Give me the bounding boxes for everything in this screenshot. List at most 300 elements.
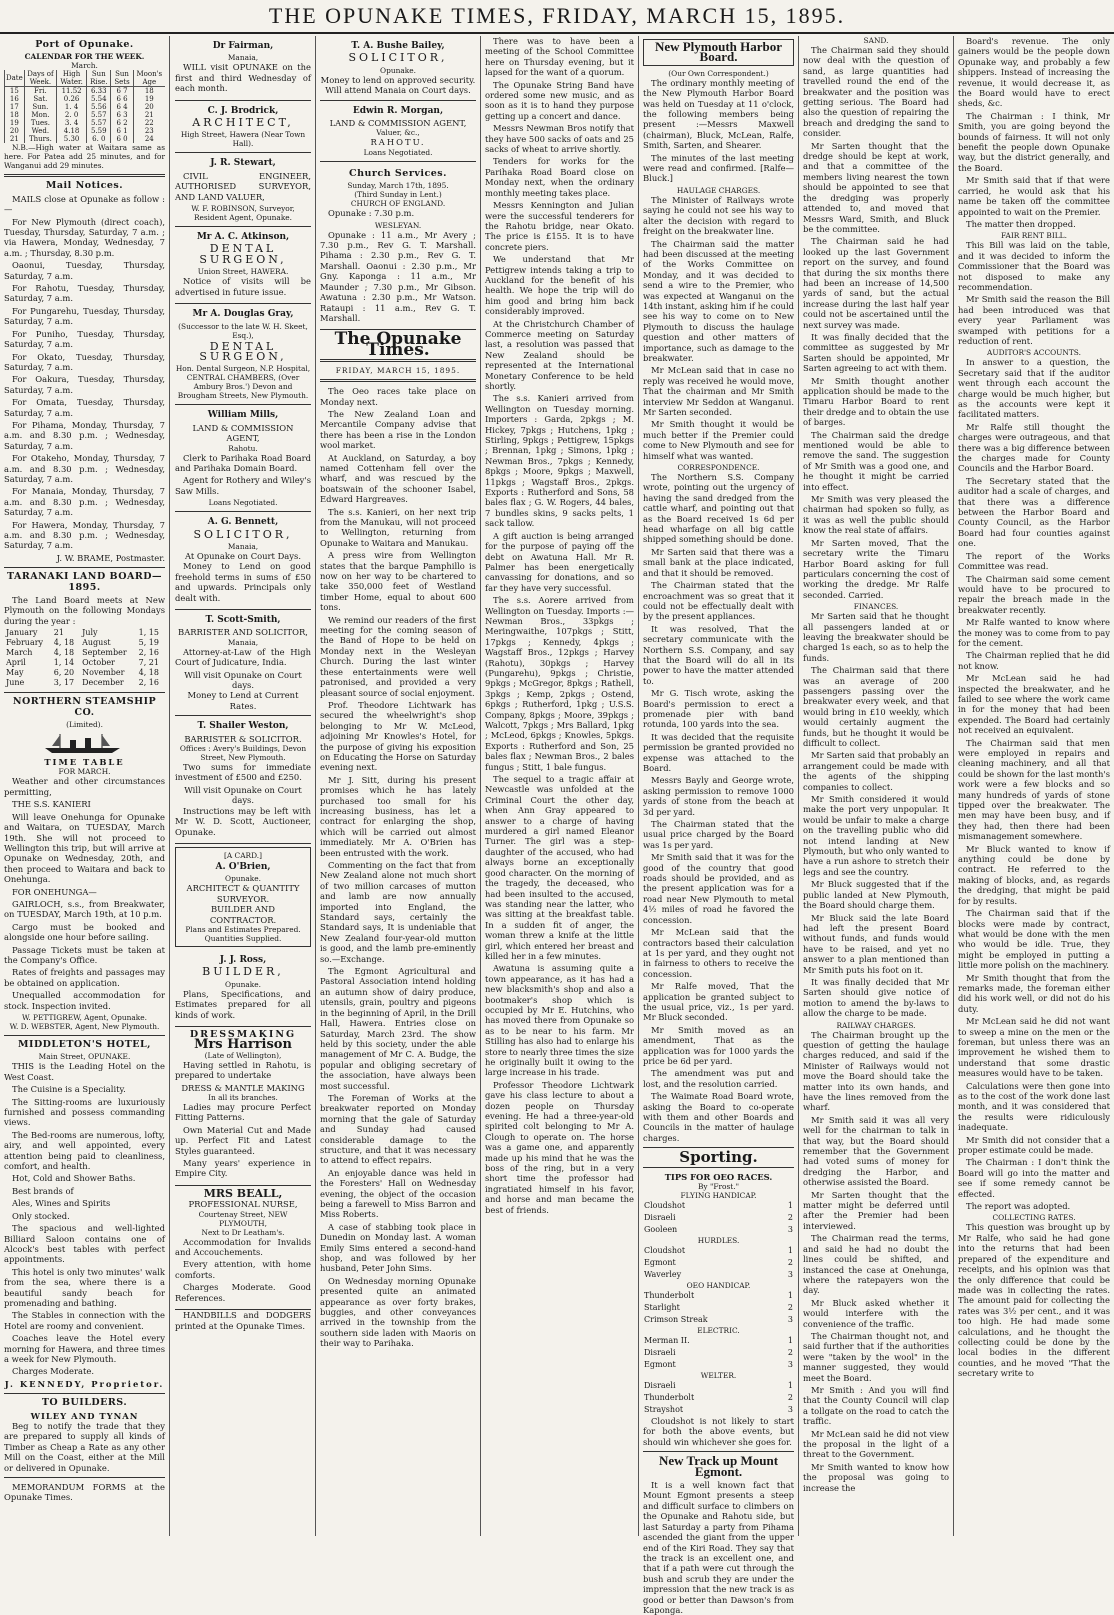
tips-cell: 2 xyxy=(787,1213,793,1223)
local-news xyxy=(320,386,476,1349)
ad-weston: T. Shailer Weston, BARRISTER & SOLICITOR. Offices : Avery's Buildings, Devon Street, New Plymouth. Two sums for immediate investment of £500 and £250. Will visit Opunake on Court days. Instructions may be left with Mr W. D. Scott, Auctioneer, Opunake. xyxy=(175,716,311,844)
tide-row xyxy=(5,95,166,103)
land-cell: 1, 15 xyxy=(138,628,159,638)
tips-section-name: ELECTRIC. xyxy=(697,1326,740,1336)
subheading: COLLECTING RATES. xyxy=(992,1213,1076,1223)
paper-title: The Opunake Times. xyxy=(334,329,462,360)
tide-cell: 6 3 xyxy=(111,111,133,119)
tide-cell: 24 xyxy=(133,135,165,143)
steamship-line: Passage Tickets must be taken at the Company's Office. xyxy=(4,944,165,965)
tide-cell: 18 xyxy=(5,111,25,119)
steamship-line: FOR ONEHUNGA— xyxy=(12,886,97,897)
land-row xyxy=(4,668,165,678)
report-paragraph: Mr Smith was very pleased the chairman had spoken so fully, as it was as well the public should know the real state of affairs. xyxy=(803,494,949,536)
tide-cell: 23 xyxy=(133,127,165,135)
news-paragraph: The New Zealand Loan and Mercantile Company advise that there has been a rise in the London wool market. xyxy=(320,408,476,451)
land-row xyxy=(4,628,165,638)
ad-ross: J. J. Ross, BUILDER, Opunake. Plans, Specifications, and Estimates prepared for all kinds of work. xyxy=(175,950,311,1027)
report-paragraph: Mr Smith thought another application should be made to the Timaru Harbor Board to rent their dredge and to obtain the use of barges. xyxy=(803,375,949,428)
tips-row xyxy=(643,1314,794,1326)
land-cell: May xyxy=(6,668,24,678)
report-paragraph: The report was adopted. xyxy=(966,1201,1071,1212)
tide-row xyxy=(5,127,166,135)
land-cell: 7, 21 xyxy=(138,658,159,668)
tide-cell: 17 xyxy=(5,103,25,111)
hotel-line: Charges Moderate. xyxy=(12,1366,94,1377)
tide-cell: 6. 0 xyxy=(87,135,111,143)
ad-harrison: DRESSMAKING Mrs Harrison (Late of Wellington), Having settled in Rahotu, is prepared to undertake DRESS & MANTLE MAKING In all its branches. Ladies may procure Perfect Fitting Patterns. Own Material Cut and Made up. Perfect Fit and Latest Styles guaranteed. Many years' experience in Empire City. xyxy=(175,1027,311,1186)
steamship-line: Rates of freights and passages may be obtained on application. xyxy=(4,967,165,988)
tide-row xyxy=(5,111,166,119)
tide-cell: 21 xyxy=(133,111,165,119)
hotel-line: The Cuisine is a Speciality. xyxy=(12,1084,126,1095)
tips-row xyxy=(643,1245,794,1257)
report-paragraph: The Chairman : I think, Mr Smith, you are going beyond the bounds of fairness. It will not only benefit the people down Opunake way, but the district generally, and the Board. xyxy=(958,110,1110,173)
news-paragraph: On Wednesday morning Opunake presented quite an animated appearance as over forty brakes, buggies, and other conveyances arrived in the township from the southern side laden with Maoris on their way to Parihaka. xyxy=(320,1275,476,1349)
mail-item: For Puniho, Tuesday, Thursday, Saturday, 7 a.m. xyxy=(4,328,165,350)
tide-cell: 21 xyxy=(5,135,25,143)
news-paragraph: A press wire from Wellington states that the barque Pamphillo is now on her way to be chartered to take 350,000 feet of Westland timber Home, equal to about 600 tons. xyxy=(320,550,476,613)
tide-header: Sun Rise. xyxy=(87,70,111,87)
news-paragraph: The Foreman of Works at the breakwater reported on Monday morning that the gale of Saturday and Sunday had caused considerable damage to the structure, and that it was necessary to attend to effect repairs. xyxy=(320,1092,476,1166)
land-cell: September xyxy=(82,648,127,658)
tips-table xyxy=(643,1200,794,1236)
land-cell: 21 xyxy=(53,628,64,638)
steamship-line: Cargo must be booked and alongside one hour before sailing. xyxy=(4,921,165,943)
tips-cell: Cloudshot xyxy=(644,1246,686,1256)
tips-row xyxy=(643,1347,794,1359)
steamship-title: NORTHERN STEAMSHIP CO. xyxy=(12,696,157,718)
postmaster: J. W. BRAME, Postmaster. xyxy=(56,552,165,563)
tips-row xyxy=(643,1290,794,1302)
tide-cell: Tues. xyxy=(24,119,56,127)
hotel-line: Only stocked. xyxy=(12,1210,70,1221)
tips-section-name: FLYING HANDICAP. xyxy=(680,1191,757,1201)
report-paragraph: The Chairman said some cement would have to be procured to repair the breach made in the breakwater recently. xyxy=(958,573,1110,615)
tide-cell: 22 xyxy=(133,119,165,127)
mail-list xyxy=(4,217,165,551)
tips-cell: 3 xyxy=(787,1405,793,1415)
tips-row xyxy=(643,1392,794,1404)
hotel-line: Coaches leave the Hotel every morning for Hawera, and three times a week for New Plymouth. xyxy=(4,1333,165,1364)
tips-cell: 2 xyxy=(787,1258,793,1268)
tide-cell: 6 0 xyxy=(111,135,133,143)
paper-date: FRIDAY, MARCH 15, 1895. xyxy=(335,366,461,376)
handbills: HANDBILLS and DODGERS printed at the Opunake Times. xyxy=(175,1310,311,1331)
calendar-month: March. xyxy=(71,61,98,71)
steamship-text xyxy=(4,776,165,1011)
tide-cell: 2. 0 xyxy=(57,111,87,119)
mail-item: For Pungarehu, Tuesday, Thursday, Saturday, 7 a.m. xyxy=(4,305,165,327)
report-paragraph: The Chairman : I don't think the Board will go into the matter and see if some remedy cannot be effected. xyxy=(958,1157,1110,1199)
report-paragraph: The report of the Works Committee was read. xyxy=(958,550,1110,572)
tips-row xyxy=(643,1224,794,1236)
masthead: THE OPUNAKE TIMES, FRIDAY, MARCH 15, 1895. xyxy=(0,0,1114,34)
tide-cell: 16 xyxy=(5,95,25,103)
news-paragraph: Commenting on the fact that from New Zealand alone not much short of two million carcases of mutton and lamb are now annually imported into England, the Standard says, certainly the Standard says, It is undeniable that New Zealand four-year-old mutton is good, and the lamb pre-eminently so.—Exchange. xyxy=(320,860,476,964)
report-paragraph: Mr Bluck wanted to know if anything could be done by contract. He referred to the making of blocks, and, as regards the dredging, that might be paid for by results. xyxy=(958,843,1110,906)
harbor-board-title: New Plymouth Harbor Board. xyxy=(643,39,794,66)
report-paragraph: Mr Smith said that if that were carried, he would ask that his name be taken off the committee appointed to wait on the Premier. xyxy=(958,175,1110,217)
report-paragraph: The minutes of the last meeting were read and confirmed. [Ralfe—Bluck.] xyxy=(643,152,794,184)
news-paragraph: A gift auction is being arranged for the purpose of paying off the debt on Awatuna Hall. Mr R. Palmer has been energetically canvassing for donations, and so far they have very successful. xyxy=(485,530,634,593)
report-paragraph: The Minister of Railways wrote saying he could not see his way to alter the decision with regard to freight on the breakwater line. xyxy=(643,194,794,237)
news-paragraph: Awatuna is assuming quite a town appearance, as it has had a new blacksmith's shop and also a bootmaker's shop which is occupied by Mr E. Hutchins, who has moved there from Opunake so as to be near to his farm. Mr Stilling has also had to enlarge his store to nearly three times the size he originally built it owing to the large increase in his trade. xyxy=(485,963,634,1078)
tips-cell: 3 xyxy=(787,1360,793,1370)
column-6 xyxy=(799,36,954,1536)
ad-gray: Mr A. Douglas Gray, (Successor to the late W. H. Skeet, Esq.), DENTAL SURGEON, Hon. Dental Surgeon, N.P. Hospital, CENTRAL CHAMBERS, (Over Ambury Bros.') Devon and Brougham Streets, New Plymouth. xyxy=(175,304,311,405)
tide-cell: Sat. xyxy=(24,95,56,103)
tide-cell: Mon. xyxy=(24,111,56,119)
tips-cell: 3 xyxy=(787,1270,793,1280)
tide-cell: 6 7 xyxy=(111,87,133,96)
race-tips xyxy=(643,1191,794,1416)
report-paragraph: The amendment was put and lost, and the resolution carried. xyxy=(643,1068,794,1089)
mail-title: Mail Notices. xyxy=(45,180,124,192)
tide-row xyxy=(5,119,166,127)
report-paragraph: Mr McLean said he had inspected the breakwater, and he failed to see where the work came in for the money that had been expended. The Board had certainly not received an equivalent. xyxy=(958,673,1110,736)
tips-row xyxy=(643,1335,794,1347)
mail-item: For Hawera, Monday, Thursday, 7 a.m. and 8.30 p.m. ; Wednesday, Saturday, 7 a.m. xyxy=(4,519,165,551)
news-paragraph: There was to have been a meeting of the School Committee here on Thursday evening, but it lapsed for the want of a quorum. xyxy=(485,36,634,78)
tips-cell: Starlight xyxy=(644,1303,680,1313)
hotel-line: The Sitting-rooms are luxuriously furnished and possess commanding views. xyxy=(4,1096,165,1128)
steamship-icon xyxy=(40,732,130,754)
tips-row xyxy=(643,1302,794,1314)
tips-cell: 1 xyxy=(787,1291,793,1301)
land-row xyxy=(4,638,165,648)
report-paragraph: Mr Smith thought it would be much better if the Premier could come to New Plymouth and see for himself what was wanted. xyxy=(643,419,794,461)
report-paragraph: The Chairman read the terms, and said he had no doubt the lines could be shifted, and instanced the case at Onehunga, where the ratepayers won the day. xyxy=(803,1233,949,1296)
report-paragraph: Mr Smith : And you will find that the County Council will clap a tollgate on the road to catch the traffic. xyxy=(803,1384,949,1427)
tide-header: High Water. xyxy=(57,70,87,87)
tips-cell: Merman II. xyxy=(644,1336,690,1346)
mail-item: For Manaia, Monday, Thursday, 7 a.m. and 8.30 p.m. ; Wednesday, Saturday, 7 a.m. xyxy=(4,486,165,518)
ad-fairman: Dr Fairman, Manaia, WILL visit OPUNAKE on the first and third Wednesday of each month. xyxy=(175,36,311,101)
tide-row xyxy=(5,87,166,96)
tips-cell: Gooleen xyxy=(644,1225,678,1235)
tide-cell: 5.54 xyxy=(87,95,111,103)
tide-header: Sun Sets xyxy=(111,70,133,87)
tide-cell: 11.52 xyxy=(57,87,87,96)
tide-table xyxy=(4,70,165,143)
tips-cell: 3 xyxy=(787,1225,793,1235)
land-row xyxy=(4,648,165,658)
tips-row xyxy=(643,1269,794,1281)
tide-cell: 20 xyxy=(133,103,165,111)
ad-morgan: Edwin R. Morgan, LAND & COMMISSION AGENT, Valuer, &c., RAHOTU. Loans Negotiated. xyxy=(320,101,476,162)
tips-row xyxy=(643,1200,794,1212)
ad-atkinson: Mr A. C. Atkinson, DENTAL SURGEON, Union Street, HAWERA. Notice of visits will be advertised in future issue. xyxy=(175,227,311,304)
builders-name: WILEY AND TYNAN xyxy=(30,1410,139,1421)
tide-cell: 6 1 xyxy=(111,127,133,135)
column-2 xyxy=(171,36,316,1536)
tide-cell: 19 xyxy=(133,95,165,103)
tips-cell: 1 xyxy=(787,1336,793,1346)
tide-cell: 5.57 xyxy=(87,119,111,127)
subheading: SAND. xyxy=(863,36,889,45)
mail-intro: MAILS close at Opunake as follow :— xyxy=(4,193,165,215)
land-cell: March xyxy=(6,648,33,658)
news-paragraph: A case of stabbing took place in Dunedin on Monday last. A woman Emily Sims entered a second-hand shop, and was followed by her husband, Peter John Sims. xyxy=(320,1221,476,1274)
land-cell: 5, 19 xyxy=(138,638,159,648)
mail-item: For Rahotu, Tuesday, Thursday, Saturday, 7 a.m. xyxy=(4,283,165,304)
report-paragraph: The Chairman replied that he did not know. xyxy=(958,650,1110,671)
hotel-title: MIDDLETON'S HOTEL, xyxy=(17,1039,151,1050)
report-paragraph: The ordinary monthly meeting of the New Plymouth Harbor Board was held on Tuesday at 11 o'clock, the following members being present :—Messrs Maxwell (chairman), Bluck, McLean, Ralfe, Smith, Sarten, and Shearer. xyxy=(643,77,794,151)
steamship-timetable: TIME TABLE xyxy=(44,757,125,768)
report-paragraph: Mr Smith said it was all very well for the chairman to talk in that way, but the Board should remember that the Government had voted sums of money for dredging the Harbor, and otherwise assisted the Board. xyxy=(803,1114,949,1188)
tips-cell: 1 xyxy=(787,1381,793,1391)
hotel-line: The spacious and well-lighted Billiard Saloon contains one of Alcock's best tables with perfect appointments. xyxy=(4,1223,165,1265)
report-paragraph: Mr Sarten thought that the dredge should be kept at work, and that a committee of the members living nearest the town should be appointed to see that the dredging was properly attended to, and moved that Messrs Ward, Smith, and Bluck be the committee. xyxy=(803,140,949,234)
tips-row xyxy=(643,1212,794,1224)
report-paragraph: The Chairman said the matter had been discussed at the meeting of the Works Committee on Monday, and it was decided to send a wire to the Premier, who was expected at Wanganui on the 14th instant, asking him if he could see his way to come on to New Plymouth to discuss the haulage question and other matters of importance, such as damage to the breakwater. xyxy=(643,238,794,363)
tips-cell: Strayshot xyxy=(644,1405,684,1415)
hotel-line: The Stables in connection with the Hotel are roomy and convenient. xyxy=(4,1310,165,1331)
steamship-line: GAIRLOCH, s.s., from Breakwater, on TUESDAY, March 19th, at 10 p.m. xyxy=(4,898,165,920)
land-board-title: TARANAKI LAND BOARD—1895. xyxy=(6,571,162,593)
steamship-for: FOR MARCH. xyxy=(58,767,111,777)
hotel-line: THIS is the Leading Hotel on the West Coast. xyxy=(4,1061,165,1082)
report-paragraph: Mr Bluck said the late Board had left the present Board without funds, and funds would have to be raised, and yet no answer to a plan mentioned than Mr Smith puts his foot on it. xyxy=(803,912,949,975)
report-paragraph: Mr Smith wanted to know how the proposal was going to increase the xyxy=(803,1461,949,1493)
steamship-sub: (Limited). xyxy=(66,720,103,730)
local-news-continued xyxy=(485,36,634,1215)
sporting-title: Sporting. xyxy=(679,1148,758,1167)
land-cell: 4, 18 xyxy=(53,638,75,648)
report-paragraph: Mr Smith said that it was for the good of the country that good roads should be provided, and as the present application was for a road near New Plymouth to metal 4½ miles of road he favored the concession. xyxy=(643,852,794,925)
land-board-table xyxy=(4,628,165,688)
news-paragraph: We remind our readers of the first meeting for the coming season of the Band of Hope to be held on Monday next in the Wesleyan Church. During the last winter these entertainments were well patronised, and provided a very pleasant source of social enjoyment. xyxy=(320,614,476,698)
land-cell: July xyxy=(82,628,98,638)
report-paragraph: Mr Smith considered it would make the port very unpopular. It would be unfair to make a charge on the travelling public who did not intend landing at New Plymouth, but who only wanted to have a run ashore to stretch their legs and see the country. xyxy=(803,794,949,877)
hotel-text xyxy=(4,1061,165,1376)
hotel-line: Ales, Wines and Spirits xyxy=(12,1198,111,1209)
subheading: FINANCES. xyxy=(853,602,899,612)
land-cell: 4, 18 xyxy=(138,668,159,678)
port-title: Port of Opunake. xyxy=(35,39,134,50)
tide-cell: 5.57 xyxy=(87,111,111,119)
ad-mills: William Mills, LAND & COMMISSION AGENT, Rahotu. Clerk to Parihaka Road Board and Parihaka Domain Board. Agent for Rothery and Wiley's Saw Mills. Loans Negotiated. xyxy=(175,405,311,512)
tide-cell: 4.18 xyxy=(57,127,87,135)
tips-cell: 2 xyxy=(787,1393,793,1403)
land-cell: August xyxy=(82,638,111,648)
tips-cell: Cloudshot xyxy=(644,1201,686,1211)
news-paragraph: The s.s. Aorere arrived from Wellington on Tuesday. Imports :—Newman Bros., 33pkgs ; Meringwaithe, 107pkgs ; Stitt, 17pkgs ; Kennedy, 4pkgs ; Wagstaff Bros., 12pkgs ; Harvey (Rahotu), 30pkgs ; Harvey (Pungarehu), 9pkgs ; Christie, 9pkgs ; McGregor, 8pkgs ; Rathell, 3pkgs ; Kemp, 2pkgs ; Ostend, 6pkgs ; Rutherford, 1pkg ; U.S.S. Company, 8pkgs ; Moore, 39pkgs ; Walcott, 7pkgs ; Mrs Ballard, 1pkg ; McLeod, 6pkgs ; Knowles, 5pkgs. Exports : Rutherford and Son, 25 bales flax ; Newman Bros., 2 bales fungus ; Stitt, 1 bale fungus. xyxy=(485,595,634,772)
tide-cell: 18 xyxy=(133,87,165,96)
tips-cell: Waverley xyxy=(644,1270,682,1280)
tips-table xyxy=(643,1290,794,1326)
report-paragraph: It was resolved, That the secretary communicate with the Northern S.S. Company, and say that the Board will do all in its power to have the matter attended to. xyxy=(643,623,794,686)
ad-stewart: J. R. Stewart, CIVIL ENGINEER, AUTHORISED SURVEYOR, AND LAND VALUER, W. F. ROBINSON, Surveyor, Resident Agent, Opunake. xyxy=(175,153,311,227)
builders-title: TO BUILDERS. xyxy=(41,1397,128,1409)
mail-item: For New Plymouth (direct coach), Tuesday, Thursday, Saturday, 7 a.m. ; via Hawera, Monday, Wednesday, 7 a.m. ; Thursday, 8.30 p.m. xyxy=(4,216,165,258)
land-cell: April xyxy=(6,658,26,668)
steamship-line: Will leave Onehunga for Opunake and Waitara, on TUESDAY, March 19th. She will not proceed to Wellington this trip, but will arrive at Opunake on Wednesday, 20th, and then proceed to Waitara and back to Onehunga. xyxy=(4,811,165,885)
report-paragraph: Mr Ralfe moved, That the application be granted subject to the usual price, viz., 1s per yard. Mr Bluck seconded. xyxy=(643,981,794,1023)
land-cell: January xyxy=(6,628,38,638)
calendar-title: CALENDAR FOR THE WEEK. xyxy=(24,52,145,62)
report-paragraph: It was finally decided that Mr Sarten should give notice of motion to amend the by-laws to allow the charge to be made. xyxy=(803,976,949,1019)
tips-note: Cloudshot is not likely to start for both the above events, but should win whichever she goes for. xyxy=(643,1416,794,1447)
tips-cell: 1 xyxy=(787,1246,793,1256)
report-paragraph: Mr Sarten said that there was a small bank at the place indicated, and that it should be removed. xyxy=(643,546,794,578)
tide-cell: 6 4 xyxy=(111,103,133,111)
tide-cell: 0.26 xyxy=(57,95,87,103)
steamship-agent: W. D. WEBSTER, Agent, New Plymouth. xyxy=(9,1022,160,1031)
tide-cell: 5.59 xyxy=(87,127,111,135)
steamship-agent: W. PETTIGREW, Agent, Opunake. xyxy=(22,1013,147,1022)
tips-section-name: HURDLES. xyxy=(697,1236,740,1246)
report-paragraph: The Secretary stated that the auditor had a scale of charges, and that there was a difference between the Harbor Board and County Council, as the Harbor Board had four counties against one. xyxy=(958,475,1110,549)
mail-item: For Okato, Tuesday, Thursday, Saturday, 7 a.m. xyxy=(4,351,165,372)
steamship-agents xyxy=(4,1013,165,1031)
report-paragraph: Mr Smith moved as an amendment, That as the application was for 1000 yards the price be 6d per yard. xyxy=(643,1024,794,1066)
report-paragraph: Messrs Bayly and George wrote, asking permission to remove 1000 yards of stone from the beach at 3d per yard. xyxy=(643,775,794,817)
news-paragraph: At the Christchurch Chamber of Commerce meeting on Saturday last, a resolution was passed that New Zealand should be represented at the International Monetary Conference to be held shortly. xyxy=(485,318,634,391)
harbor-board-report-continued xyxy=(803,36,949,1493)
harbor-board-report xyxy=(643,78,794,1143)
ad-bailey: T. A. Bushe Bailey, SOLICITOR, Opunake. Money to lend on approved security. Will attend Manaia on Court days. xyxy=(320,36,476,101)
news-paragraph: The Oeo races take place on Monday next. xyxy=(320,386,476,407)
report-paragraph: Mr Ralfe still thought the charges were outrageous, and that there was a big difference between the charges made for County Councils and the Harbor Board. xyxy=(958,421,1110,474)
report-paragraph: The Chairman said they should now deal with the question of sand, as large quantities had travelled round the end of the breakwater and the position was getting serious. The Board had also the question of repairing the breach and dredging the sand to consider. xyxy=(803,45,949,139)
news-paragraph: Messrs Kennington and Julian were the successful tenderers for the Rahotu bridge, near Okato. The price is £155. It is to have concrete piers. xyxy=(485,200,634,252)
report-paragraph: Mr McLean said he did not view the proposal in the light of a threat to the Government. xyxy=(803,1428,949,1460)
report-paragraph: Mr Sarten moved, That the secretary write the Timaru Harbor Board asking for full particulars concerning the cost of working the dredge. Mr Ralfe seconded. Carried. xyxy=(803,537,949,600)
tide-cell: 6 6 xyxy=(111,95,133,103)
tips-section-name: OEO HANDICAP. xyxy=(686,1281,751,1291)
tide-cell: Thurs. xyxy=(24,135,56,143)
column-3 xyxy=(316,36,481,1536)
church-services: Church Services. Sunday, March 17th, 1895. (Third Sunday in Lent.) CHURCH OF ENGLAND. Opunake : 7.30 p.m. WESLEYAN. Opunake : 11 a.m., Mr Avery ; 7.30 p.m., Rev G. T. Marshall. Pihama : 2.30 p.m., Rev G. T. Marshall. Oaonui : 2.30 p.m., Mr Gny. Kaponga : 11 a.m., Mr Maunder ; 7.30 p.m., Mr Gibson. Awatuna : 2.30 p.m., Mr Watson. Rataupi : 11 a.m., Rev G. T. Marshall. xyxy=(320,162,476,330)
tide-cell: 15 xyxy=(5,87,25,96)
hotel-proprietor: J. KENNEDY, Proprietor. xyxy=(4,1378,165,1389)
tips-cell: Disraeli xyxy=(644,1381,676,1391)
tips-cell: Disraeli xyxy=(644,1213,676,1223)
tide-cell: 5.56 xyxy=(87,103,111,111)
report-paragraph: This question was brought up by Mr Ralfe, who said he had gone into the returns that had been prepared of the expenditure and receipts, and his opinion was that the only difference that could be made was in collecting the rates. The amount paid for collecting the rates was 3½ per cent., and it was too high. He had made some calculations, and he thought the collecting could be done by the local bodies in the different counties, and he moved "That the secretary write to xyxy=(958,1222,1110,1379)
hotel-line: Hot, Cold and Shower Baths. xyxy=(12,1173,136,1184)
news-paragraph: An enjoyable dance was held in the Foresters' Hall on Wednesday evening, the object of the occasion being a farewell to Miss Barron and Miss Roberts. xyxy=(320,1167,476,1220)
tide-note: N.B.—High water at Waitara same as here. For Patea add 25 minutes, and for Wanganui add 29 minutes. xyxy=(4,143,165,171)
report-paragraph: The Chairman said the dredge mentioned would be able to remove the sand. The suggestion of Mr Smith was a good one, and he thought it might be carried into effect. xyxy=(803,429,949,492)
tips-table xyxy=(643,1335,794,1371)
tips-cell: 3 xyxy=(787,1315,793,1325)
report-paragraph: Mr G. Tisch wrote, asking the Board's permission to erect a promenade pier with band rotunda, 100 yards into the sea. xyxy=(643,688,794,730)
tips-cell: 2 xyxy=(787,1348,793,1358)
news-paragraph: At Auckland, on Saturday, a boy named Cottenham fell over the wharf, and was rescued by the boatswain of the schooner Isabel, Edward Hargreaves. xyxy=(320,452,476,505)
tips-cell: Egmont xyxy=(644,1258,676,1268)
subheading: RAILWAY CHARGES. xyxy=(836,1020,916,1030)
subheading: AUDITOR'S ACCOUNTS. xyxy=(987,348,1081,358)
tips-row xyxy=(643,1257,794,1269)
land-cell: 2, 16 xyxy=(138,678,159,688)
egmont-title: New Track up Mount Egmont. xyxy=(658,1453,779,1479)
tips-row xyxy=(643,1359,794,1371)
news-paragraph: The Egmont Agricultural and Pastoral Association intend holding an autumn show of dairy produce, utensils, grain, poultry and pigeons in the beginning of April, in the Drill Hall, Hawera. Entries close on Saturday, March 23rd. The show held by this society, under the able management of Mr C. A. Budge, the popular and obliging secretary of the association, have always been most successful. xyxy=(320,966,476,1091)
tide-cell: Fri. xyxy=(24,87,56,96)
subheading: HAULAGE CHARGES. xyxy=(676,185,761,195)
hotel-line: Best brands of xyxy=(12,1185,74,1196)
column-5 xyxy=(639,36,799,1615)
ad-beall: MRS BEALL, PROFESSIONAL NURSE, Courtenay Street, NEW PLYMOUTH, Next to Dr Leatham's. Accommodation for Invalids and Accouchements. Every attention, with home comforts. Charges Moderate. Good References. xyxy=(175,1186,311,1310)
column-1 xyxy=(0,36,170,1536)
land-cell: 2, 16 xyxy=(138,648,159,658)
report-paragraph: Mr Smith did not consider that a proper estimate could be made. xyxy=(958,1134,1110,1156)
ad-scott-smith: T. Scott-Smith, BARRISTER AND SOLICITOR, Manaia, Attorney-at-Law of the High Court of Judicature, India. Will visit Opunake on Court days. Money to Lend at Current Rates. xyxy=(175,610,311,716)
report-paragraph: The Chairman said that if the blocks were made by contract, what would be done with the men who would be idle. True, they might be employed in putting a little more polish on the machinery. xyxy=(958,908,1110,971)
mail-item: For Omata, Tuesday, Thursday, Saturday, 7 a.m. xyxy=(4,397,165,418)
tips-section-name: WELTER. xyxy=(700,1371,737,1381)
tide-cell: 3. 4 xyxy=(57,119,87,127)
report-paragraph: It was decided that the requisite permission be granted provided no expense was attached to the Board. xyxy=(643,731,794,773)
land-cell: 4, 18 xyxy=(53,648,75,658)
tips-cell: Thunderbolt xyxy=(644,1393,695,1403)
tips-row xyxy=(643,1404,794,1416)
report-paragraph: The Chairman brought up the question of getting the haulage charges reduced, and said if the Minister of Railways would not move the Board should take the matter into its own hands, and have the lines removed from the wharf. xyxy=(803,1029,949,1113)
tide-cell: Wed. xyxy=(24,127,56,135)
tips-table xyxy=(643,1380,794,1416)
tips-cell: Crimson Streak xyxy=(644,1315,708,1325)
land-cell: 6, 20 xyxy=(53,668,75,678)
tips-cell: Egmont xyxy=(644,1360,676,1370)
ad-obrien: [A CARD.] A. O'Brien, Opunake. ARCHITECT & QUANTITY SURVEYOR. BUILDER AND CONTRACTOR. Plans and Estimates Prepared. Quantities Supplied. xyxy=(175,847,311,947)
tide-header: Moon's Age xyxy=(133,70,165,87)
news-paragraph: Tenders for works for the Parihaka Road Board close on Monday next, when the ordinary monthly meeting takes place. xyxy=(485,156,634,198)
tips-cell: Thunderbolt xyxy=(644,1291,695,1301)
news-paragraph: The s.s. Kanieri, on her next trip from the Manukau, will not proceed to Wellington, returning from Opunake to Waitara and Manukau. xyxy=(320,506,476,548)
hotel-sub: Main Street, OPUNAKE. xyxy=(38,1052,131,1062)
steamship-line: Weather and other circumstances permitting, xyxy=(4,776,165,797)
land-cell: 1, 14 xyxy=(53,658,75,668)
report-paragraph: Mr McLean said he did not want to sweep a mine on the men or the foreman, but unless there was an improvement he wished them to understand that some drastic measures would have to be taken. xyxy=(958,1016,1110,1079)
report-paragraph: In answer to a question, the Secretary said that if the auditor went through each account the charge would be much higher, but as the accounts were kept it facilitated matters. xyxy=(958,357,1110,420)
tide-cell: 1. 4 xyxy=(57,103,87,111)
hotel-line: This hotel is only two minutes' walk from the sea, where there is a beautiful sandy beach for promenading and bathing. xyxy=(4,1266,165,1308)
news-paragraph: The s.s. Kanieri arrived from Wellington on Tuesday morning. Importers : Garda, 2pkgs ; M. Hickey, 7pkgs ; Hutchens, 1pkg ; Stirling, 9pkgs ; Pettigrew, 15pkgs ; Brennan, 1pkg ; Simons, 1pkg ; Newman Bros., 7pkgs ; Kennedy, 8pkgs ; Moore, 9pkgs ; Maxwell, 11pkgs ; Wagstaff Bros., 2pkgs. Exports : Rutherford and Sons, 58 bales flax ; G. W. Rogers, 44 bales, 7 bundles skins, 9 sacks pelts, 1 sack tallow. xyxy=(485,393,634,529)
news-paragraph: Mr J. Sitt, during his present promises which he has lately purchased too small for his increasing business, has let a contract for enlarging the shop, which will be carried out almost immediately. Mr A. O'Brien has been entrusted with the work. xyxy=(320,774,476,858)
tips-cell: 2 xyxy=(787,1303,793,1313)
land-cell: December xyxy=(82,678,124,688)
tide-header: Date xyxy=(5,70,25,87)
report-paragraph: Mr Bluck asked whether it would interfere with the convenience of the traffic. xyxy=(803,1297,949,1329)
ad-bennett: A. G. Bennett, SOLICITOR, Manaia, At Opunake on Court Days. Money to Lend on good freehold terms in sums of £50 and upwards. Principals only dealt with. xyxy=(175,512,311,610)
report-paragraph: The Chairman stated that the encroachment was so great that it could not be effectually dealt with by the present appliances. xyxy=(643,580,794,622)
tips-cell: Disraeli xyxy=(644,1348,676,1358)
report-paragraph: Mr Ralfe wanted to know where the money was to come from to pay for the cement. xyxy=(958,617,1110,648)
land-cell: 3, 17 xyxy=(53,678,75,688)
land-row xyxy=(4,678,165,688)
tide-cell: 5.30 xyxy=(57,135,87,143)
tide-header: Days of Week. xyxy=(24,70,56,87)
tide-cell: 20 xyxy=(5,127,25,135)
tide-row xyxy=(5,135,166,143)
tide-cell: 6.33 xyxy=(87,87,111,96)
report-paragraph: The Chairman thought not, and said further that if the authorities were "taken by the wool" in the manner suggested, they would meet the Board. xyxy=(803,1330,949,1383)
news-paragraph: The Opunake String Band have ordered some new music, and as soon as it is to hand they purpose getting up a concert and dance. xyxy=(485,79,634,121)
tide-row xyxy=(5,103,166,111)
report-paragraph: Mr McLean said that in case no reply was received he would move, That the chairman and Mr Smith interview Mr Seddon at Wanganui. Mr Sarten seconded. xyxy=(643,365,794,417)
builders-text: Beg to notify the trade that they are prepared to supply all kinds of Timber as Cheap a Rate as any other Mill on the Coast, either at the Mill or delivered in Opunake. xyxy=(4,1421,165,1473)
land-row xyxy=(4,658,165,668)
report-paragraph: Mr Bluck suggested that if the public landed at New Plymouth, the Board should charge them. xyxy=(803,879,949,911)
steamship-line: THE S.S. KANIERI xyxy=(12,799,91,810)
report-paragraph: Mr Sarten said that he thought all passengers landed at or leaving the breakwater should be charged 1s each, so as to help the funds. xyxy=(803,611,949,663)
tide-cell: 19 xyxy=(5,119,25,127)
report-paragraph: The Chairman said he had looked up the last Government report on the survey, and found that during the six months there had been an increase of 14,500 yards of sand, but the actual increase during the last half year could not be ascertained until the next survey was made. xyxy=(803,236,949,330)
